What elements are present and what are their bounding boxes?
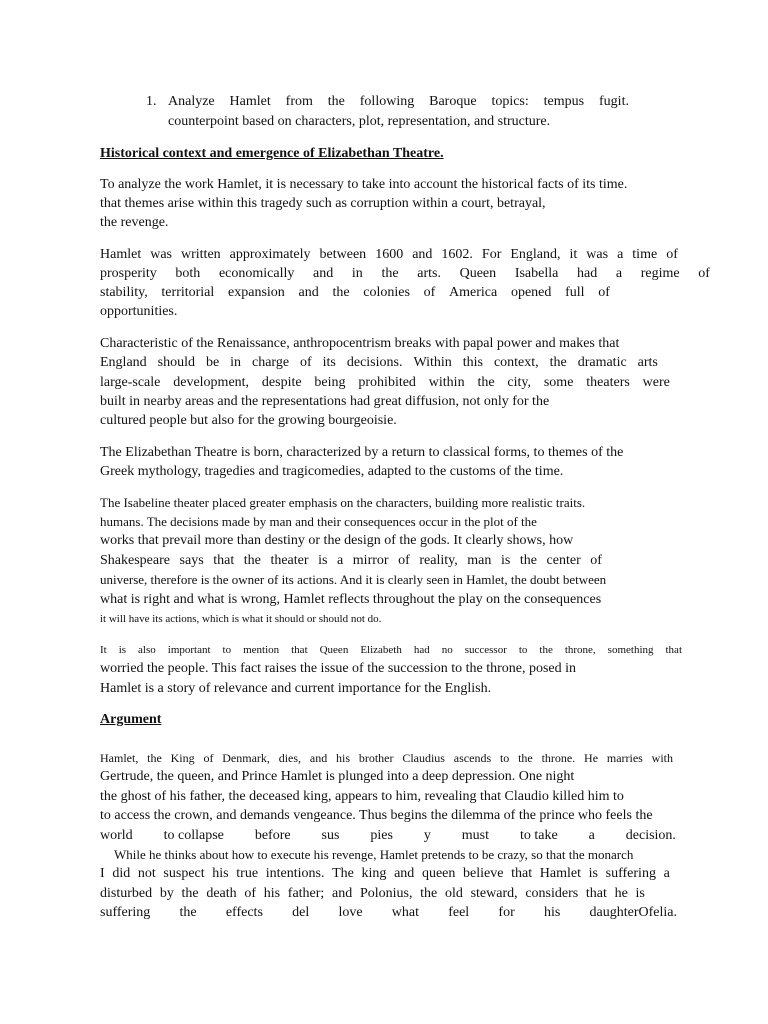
- paragraph-line: to access the crown, and demands vengeance. Thus begins the dilemma of the prince who feels the: [100, 808, 653, 823]
- word: Isabella: [514, 266, 559, 281]
- word: was: [150, 247, 172, 262]
- word: It: [100, 644, 107, 656]
- word: to: [222, 644, 232, 656]
- word: the: [147, 751, 162, 765]
- word: his: [263, 886, 281, 901]
- paragraph-line: Characteristic of the Renaissance, anthropocentrism breaks with papal power and makes that: [100, 336, 620, 351]
- word: economically: [218, 266, 295, 281]
- word: of: [598, 285, 610, 300]
- word: Elizabeth: [360, 644, 402, 656]
- word: is: [500, 553, 511, 568]
- word: written: [181, 247, 221, 262]
- word: some: [543, 375, 574, 390]
- word: tempus: [543, 94, 585, 109]
- word: 1600: [375, 247, 404, 262]
- paragraph-line: [100, 265, 710, 283]
- word: the: [549, 355, 567, 370]
- word: a: [615, 266, 623, 281]
- word: his: [336, 751, 351, 765]
- word: old: [444, 886, 463, 901]
- word: queen: [421, 866, 456, 881]
- paragraph-line: humans. The decisions made by man and their consequences occur in the plot of the: [100, 514, 537, 529]
- word: sus: [321, 828, 340, 843]
- section-heading-argument: Argument: [100, 712, 162, 727]
- paragraph-line: Greek mythology, tragedies and tragicomedies, adapted to the customs of the time.: [100, 464, 564, 479]
- word: within: [428, 375, 465, 390]
- paragraph-line: [100, 865, 670, 883]
- paragraph-line: [100, 246, 678, 264]
- word: throne.: [541, 751, 576, 765]
- word: Denmark,: [222, 751, 270, 765]
- word: the: [327, 94, 345, 109]
- word: Analyze: [168, 94, 215, 109]
- word: King: [170, 751, 195, 765]
- paragraph-line: To analyze the work Hamlet, it is necessary to take into account the historical facts of its time.: [100, 177, 628, 192]
- word: the: [381, 266, 399, 281]
- word: Hamlet: [229, 94, 271, 109]
- word: America: [449, 285, 498, 300]
- word: throne,: [564, 644, 596, 656]
- word: that: [665, 644, 682, 656]
- word: fugit.: [599, 94, 629, 109]
- word: man: [467, 553, 492, 568]
- paragraph-line: works that prevail more than destiny or the design of the gods. It clearly shows, how: [100, 533, 574, 548]
- word: mirror: [352, 553, 389, 568]
- word: of: [590, 553, 602, 568]
- word: approximately: [229, 247, 311, 262]
- word: between: [319, 247, 367, 262]
- word: its: [322, 355, 336, 370]
- word: his: [543, 905, 561, 920]
- word: of: [203, 751, 214, 765]
- paragraph-line: cultured people but also for the growing bourgeoisie.: [100, 413, 397, 428]
- word: theater: [270, 553, 309, 568]
- list-number: 1.: [146, 94, 157, 109]
- word: and: [298, 285, 319, 300]
- paragraph-line: Gertrude, the queen, and Prince Hamlet is plunged into a deep depression. One night: [100, 769, 575, 784]
- paragraph-line: [100, 827, 676, 845]
- word: also: [138, 644, 156, 656]
- word: the: [519, 553, 537, 568]
- word: full: [565, 285, 585, 300]
- word: did: [112, 866, 131, 881]
- word: this: [462, 355, 483, 370]
- word: of: [423, 285, 436, 300]
- word: love: [338, 905, 363, 920]
- word: Queen: [459, 266, 497, 281]
- paragraph-line: [100, 641, 682, 659]
- word: daughterOfelia.: [589, 905, 677, 920]
- word: and: [332, 886, 353, 901]
- word: says: [179, 553, 204, 568]
- word: dies,: [278, 751, 302, 765]
- word: of: [300, 355, 312, 370]
- word: in: [230, 355, 242, 370]
- paragraph-line: opportunities.: [100, 304, 178, 319]
- word: considers: [525, 886, 579, 901]
- word: important: [167, 644, 211, 656]
- paragraph-line: The Isabeline theater placed greater emphasis on the characters, building more realistic traits.: [100, 495, 586, 510]
- word: Within: [413, 355, 452, 370]
- paragraph-line: [100, 284, 610, 302]
- word: king: [361, 866, 387, 881]
- word: had: [577, 266, 598, 281]
- word: suspect: [163, 866, 205, 881]
- word: topics:: [491, 94, 529, 109]
- word: by: [159, 886, 174, 901]
- paragraph-line: [100, 354, 658, 372]
- word: prosperity: [100, 266, 157, 281]
- word: the: [539, 644, 553, 656]
- paragraph-line: [100, 904, 677, 922]
- paragraph-line: built in nearby areas and the representations had great diffusion, not only for the: [100, 394, 550, 409]
- word: Baroque: [429, 94, 477, 109]
- word: had: [413, 644, 430, 656]
- word: from: [285, 94, 313, 109]
- word: to take: [519, 828, 558, 843]
- list-item-line-2: counterpoint based on characters, plot, representation, and structure.: [168, 114, 551, 129]
- word: to collapse: [163, 828, 224, 843]
- word: believe: [463, 866, 504, 881]
- word: of: [666, 247, 678, 262]
- word: was: [586, 247, 609, 262]
- word: and: [394, 866, 415, 881]
- word: I: [100, 866, 105, 881]
- word: city,: [507, 375, 531, 390]
- word: del: [292, 905, 310, 920]
- word: he: [614, 886, 628, 901]
- word: Shakespeare: [100, 553, 170, 568]
- word: development,: [173, 375, 250, 390]
- word: the: [420, 886, 438, 901]
- word: suffering: [605, 866, 656, 881]
- word: suffering: [100, 905, 151, 920]
- word: to: [518, 644, 528, 656]
- word: that: [291, 644, 308, 656]
- paragraph-line: that themes arise within this tragedy such as corruption within a court, betrayal,: [100, 196, 546, 211]
- word: context,: [493, 355, 539, 370]
- word: large-scale: [100, 375, 161, 390]
- word: his: [212, 866, 229, 881]
- word: The: [332, 866, 354, 881]
- word: is: [318, 553, 328, 568]
- word: Hamlet: [539, 866, 581, 881]
- word: the: [181, 886, 199, 901]
- word: no: [441, 644, 453, 656]
- word: and: [313, 266, 334, 281]
- paragraph-line: [100, 552, 602, 570]
- paragraph-line: the ghost of his father, the deceased king, appears to him, revealing that Claudio killed him to: [100, 789, 624, 804]
- word: charge: [251, 355, 290, 370]
- word: and: [309, 751, 328, 765]
- word: arts: [637, 355, 658, 370]
- word: a: [617, 247, 624, 262]
- word: both: [175, 266, 201, 281]
- paragraph-line: [100, 885, 645, 903]
- word: before: [254, 828, 291, 843]
- word: a: [337, 553, 344, 568]
- word: Queen: [319, 644, 349, 656]
- word: 1602.: [441, 247, 473, 262]
- word: and: [412, 247, 433, 262]
- word: world: [100, 828, 133, 843]
- word: Hamlet,: [100, 751, 139, 765]
- word: being: [314, 375, 346, 390]
- word: a: [588, 828, 595, 843]
- paragraph-line: Hamlet is a story of relevance and current importance for the English.: [100, 681, 492, 696]
- section-heading-historical-context: Historical context and emergence of Elizabethan Theatre.: [100, 146, 444, 161]
- word: death: [206, 886, 237, 901]
- word: in: [351, 266, 363, 281]
- word: decision.: [625, 828, 676, 843]
- word: theaters: [586, 375, 630, 390]
- paragraph-line: the revenge.: [100, 215, 169, 230]
- word: with: [651, 751, 673, 765]
- word: dramatic: [577, 355, 627, 370]
- word: something: [607, 644, 654, 656]
- paragraph-line: The Elizabethan Theatre is born, characterized by a return to classical forms, to themes of the: [100, 445, 624, 460]
- word: territorial: [161, 285, 215, 300]
- word: successor: [464, 644, 507, 656]
- paragraph-line: [100, 374, 670, 392]
- word: despite: [261, 375, 302, 390]
- word: Hamlet: [100, 247, 142, 262]
- word: the: [332, 285, 350, 300]
- word: y: [423, 828, 431, 843]
- word: the: [477, 375, 495, 390]
- word: England: [100, 355, 147, 370]
- word: opened: [510, 285, 552, 300]
- word: is: [588, 866, 598, 881]
- word: intentions.: [265, 866, 325, 881]
- paragraph-line: what is right and what is wrong, Hamlet reflects throughout the play on the consequences: [100, 592, 602, 607]
- word: disturbed: [100, 886, 153, 901]
- word: pies: [370, 828, 393, 843]
- word: that: [213, 553, 235, 568]
- word: feel: [448, 905, 470, 920]
- word: ascends: [453, 751, 492, 765]
- word: of: [698, 266, 710, 281]
- word: arts.: [417, 266, 441, 281]
- word: Claudius: [402, 751, 445, 765]
- word: steward,: [470, 886, 518, 901]
- word: Polonius,: [359, 886, 413, 901]
- word: were: [642, 375, 670, 390]
- word: father;: [287, 886, 325, 901]
- word: center: [546, 553, 581, 568]
- word: of: [244, 886, 257, 901]
- paragraph-line: [100, 749, 673, 767]
- word: England,: [510, 247, 561, 262]
- paragraph-line: it will have its actions, which is what it should or should not do.: [100, 613, 382, 625]
- paragraph-line: While he thinks about how to execute his revenge, Hamlet pretends to be crazy, so that the monarch: [114, 847, 634, 862]
- word: it: [569, 247, 578, 262]
- word: the: [179, 905, 197, 920]
- word: a: [663, 866, 670, 881]
- word: true: [236, 866, 259, 881]
- word: not: [137, 866, 156, 881]
- word: mention: [243, 644, 280, 656]
- word: what: [391, 905, 419, 920]
- word: is: [635, 886, 645, 901]
- word: must: [461, 828, 490, 843]
- word: decisions.: [346, 355, 403, 370]
- word: regime: [640, 266, 680, 281]
- word: the: [243, 553, 261, 568]
- word: should: [157, 355, 195, 370]
- word: reality,: [419, 553, 458, 568]
- paragraph-line: worried the people. This fact raises the issue of the succession to the throne, posed in: [100, 661, 577, 676]
- word: For: [481, 247, 502, 262]
- word: brother: [358, 751, 394, 765]
- word: expansion: [228, 285, 285, 300]
- paragraph-line: universe, therefore is the owner of its actions. And it is clearly seen in Hamlet, the doubt between: [100, 572, 607, 587]
- word: that: [511, 866, 533, 881]
- word: to: [499, 751, 510, 765]
- list-item-line-1: [168, 93, 629, 111]
- word: that: [585, 886, 607, 901]
- word: following: [359, 94, 415, 109]
- word: be: [205, 355, 220, 370]
- word: stability,: [100, 285, 148, 300]
- word: marries: [606, 751, 643, 765]
- word: time: [632, 247, 658, 262]
- word: effects: [225, 905, 263, 920]
- word: prohibited: [358, 375, 416, 390]
- word: He: [584, 751, 599, 765]
- word: of: [398, 553, 410, 568]
- word: is: [118, 644, 127, 656]
- word: colonies: [363, 285, 410, 300]
- word: the: [518, 751, 533, 765]
- word: for: [498, 905, 515, 920]
